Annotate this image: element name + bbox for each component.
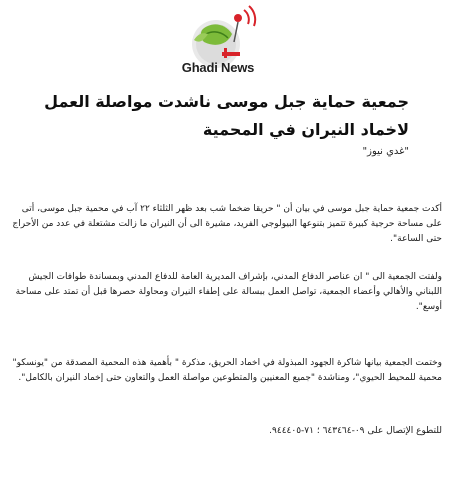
- brand-name: Ghadi News: [181, 60, 255, 75]
- article-contact-line: للتطوع الإتصال على ٠٩-٦٤٣٤٦٤ ؛ ٧١-٩٤٤٤٠٥.: [269, 426, 442, 436]
- article-headline: جمعية حماية جبل موسى ناشدت مواصلة العمل لاخماد النيران في المحمية: [44, 92, 409, 139]
- article-source: "غدي نيوز": [362, 146, 409, 157]
- article-paragraph: وختمت الجمعية بيانها شاكرة الجهود المبذولة في اخماد الحريق، مذكرة " بأهمية هذه المحمية المصدقة من "يونسكو" محمية للمحيط الحيوي"، ومناشدة "جميع المعنيين والمتطوعين مواصلة العمل والتعاون حتى إخماد النيران بالكامل".: [12, 358, 442, 383]
- article-paragraph: أكدت جمعية حماية جبل موسى في بيان أن " حريقا ضخما شب بعد ظهر الثلثاء ٢٢ آب في محمية جبل موسى، أتى على مساحة حرجية كبيرة تتميز بتنوعها البيولوجي الفريد، مشيرة الى أن النيران ما زالت مشتعلة في عدد من الأحراج حتى الساعة".: [12, 204, 442, 244]
- article-paragraph: ولفتت الجمعية الى " ان عناصر الدفاع المدني، بإشراف المديرية العامة للدفاع المدني وبمساندة طوافات الجيش اللبناني والأهالي وأعضاء الجمعية، تواصل العمل ببسالة على إطفاء النيران ومحاولة حصرها قبل أن تمتد على مساحة أوسع".: [15, 272, 442, 312]
